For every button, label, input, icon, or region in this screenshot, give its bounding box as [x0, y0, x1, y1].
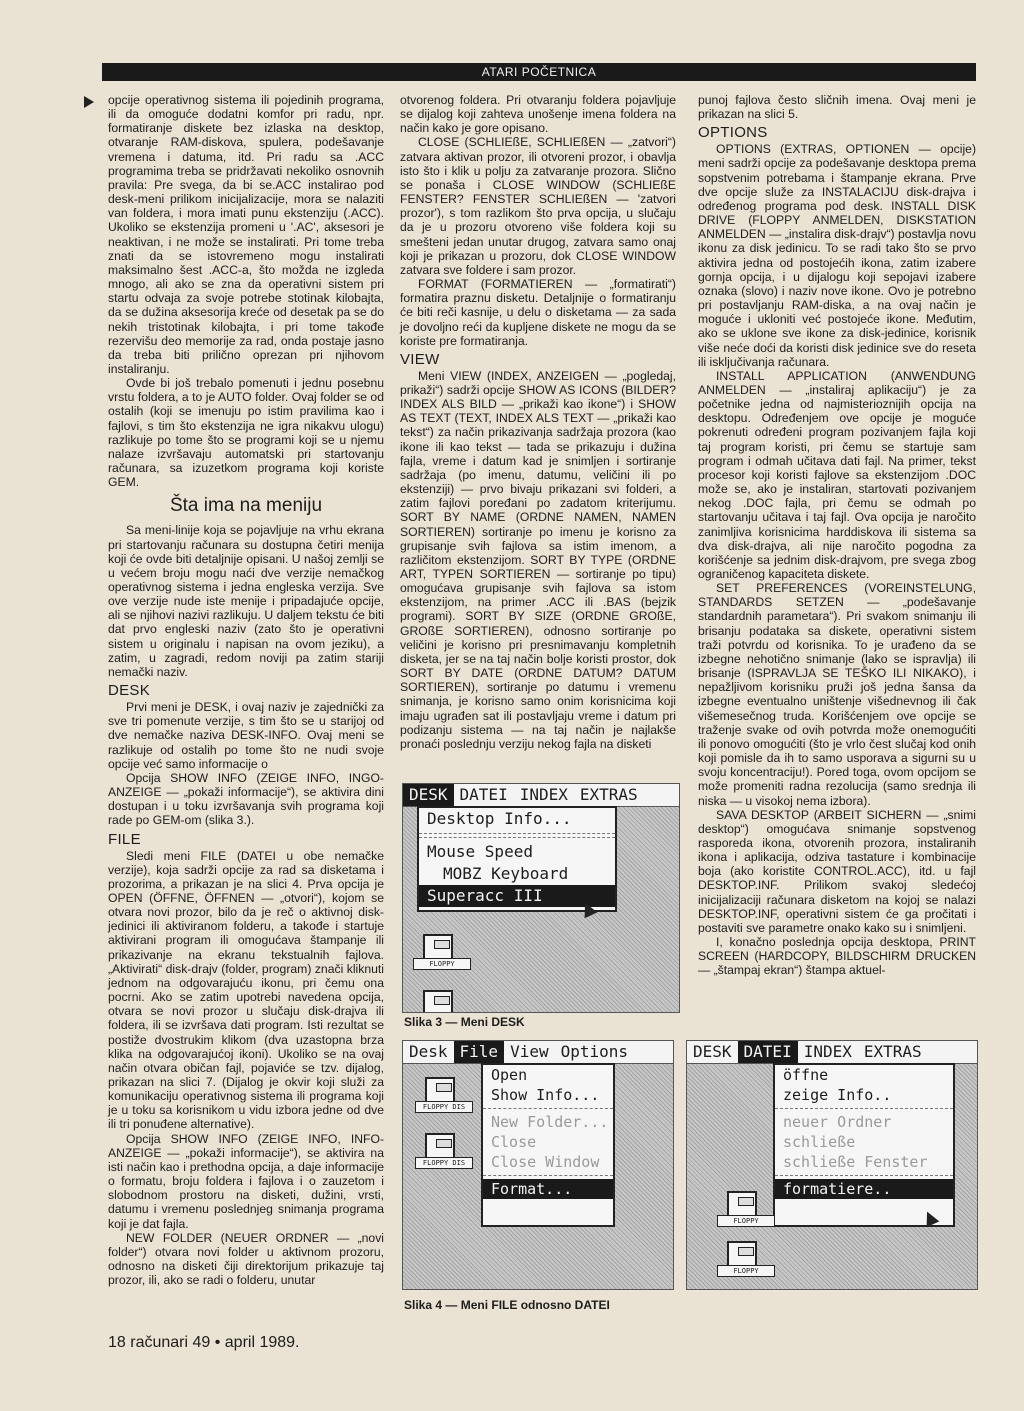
- paragraph: punoj fajlova često sličnih imena. Ovaj meni je prikazan na slici 5.: [698, 93, 976, 122]
- menu-index[interactable]: INDEX: [519, 785, 568, 804]
- page-footer: 18 računari 49 • april 1989.: [108, 1334, 300, 1351]
- menu-datei[interactable]: DATEI: [738, 1041, 798, 1063]
- figure-4b-screenshot: [686, 1040, 978, 1290]
- menu-item-format[interactable]: Format...: [483, 1179, 613, 1199]
- floppy-drive-icon[interactable]: [419, 934, 455, 968]
- menu-desk[interactable]: DESK: [693, 1042, 732, 1061]
- menu-item-mouse-speed[interactable]: Mouse Speed: [427, 842, 533, 861]
- paragraph: SAVA DESKTOP (ARBEIT SICHERN — „snimi desktop“) omogućava snimanje sopstvenog rasporeda ikona, otvorenih prozora, instaliranih ikona i aplikacija, odziva tastature i kombinacije boja (ako koristite CONTROL.ACC), itd. u fajl DESKTOP.INF. Prilikom svakoj sledećoj inicijalizaciji računara disketom na kojoj se nalazi DESKTOP.INF, operativni sistem će ga pročitati i postaviti sve parametre onako kako su i snimljeni.: [698, 807, 976, 935]
- section-heading: Šta ima na meniju: [169, 495, 323, 517]
- paragraph: SET PREFERENCES (VOREINSTELUNG, STANDARDS SETZEN — „podešavanje standardnih parametara“). Pri svakom snimanju ili brisanju podataka sa diskete, operativni sistem traži potvrdu od korisnika. To je urađeno da se izbegne nehotično snimanje (lako se ispravlja) ili brisanje (ISPRAVLJA SE TEŠKO ILI NIKAKO), i nepažljivom korisniku pruži još jedna šansa da izbegne eventualno uništenje višednevnog ili čak višemesečnog truda. Korišćenjem ove opcije se traženje svake od ovih potvrda može onemogućiti ili ponovo omogućiti (što je vrlo čest slučaj kod onih koji pomisle da ih to samo usporava a sigurni su u svoju koncentraciju!). Pored toga, ovom opcijom se može promeniti radna rezolucija (samo srednja ili niska — u visokoj nema izbora).: [698, 581, 976, 808]
- file-dropdown: [481, 1063, 615, 1227]
- paragraph: INSTALL APPLICATION (ANWENDUNG ANMELDEN — „instaliraj aplikaciju“) je za početnike jedna od najmisterioznijih opcija na desktopu. Određenjem ove opcije je moguće pokrenuti određeni program pozivanjem fajla koji taj program koristi, pri čemu se startuje sam program i odmah učitava dati fajl. Na primer, tekst procesor koji koristi fajlove sa ekstenzijom .DOC može se, ako je instaliran, startovati pozivanjem nekog .DOC fajla, pri čemu se odmah po startovanju učitava i taj fajl. Ova opcija je naročito zanimljiva korisnicima harddiskova ili sistema sa dva disk-drajva, ali nije naročito pogodna za korišćenje sa jednim disk-drajvom, pre svega zbog ograničenog kapaciteta diskete.: [698, 368, 976, 581]
- menu-bar: [403, 1041, 673, 1064]
- menu-item-offne[interactable]: öffne: [783, 1066, 829, 1084]
- menu-separator: [483, 1175, 613, 1176]
- floppy-label: FLOPPY: [413, 958, 471, 970]
- column-1: [108, 93, 384, 1287]
- menu-item-zeige-info[interactable]: zeige Info..: [783, 1086, 892, 1104]
- menu-separator: [419, 833, 615, 834]
- floppy-drive-icon[interactable]: [419, 990, 453, 1013]
- menu-desk[interactable]: DESK: [403, 784, 454, 806]
- subheading-file: FILE: [108, 830, 141, 848]
- subheading-view: VIEW: [400, 350, 440, 368]
- figure-3-screenshot: [402, 783, 680, 1013]
- floppy-label: FLOPPY DIS: [415, 1157, 473, 1169]
- paragraph: I, konačno poslednja opcija desktopa, PRINT SCREEN (HARDCOPY, BILDSCHIRM DRUCKEN — „štampaj ekran“) štampa aktuel-: [698, 935, 976, 978]
- menu-index[interactable]: INDEX: [803, 1042, 852, 1061]
- desk-dropdown: [417, 806, 617, 912]
- menu-options[interactable]: Options: [560, 1042, 629, 1061]
- paragraph: FORMAT (FORMATIEREN — „formatirati“) formatira praznu disketu. Detaljnije o formatiranju će biti reči kasnije, u delu o disketama — za sada je dovoljno reći da kupljene diskete ne mogu da se koriste pre formatiranja.: [400, 277, 676, 348]
- column-2: [400, 93, 676, 751]
- menu-file[interactable]: File: [454, 1041, 505, 1063]
- floppy-label: FLOPPY DIS: [415, 1101, 473, 1113]
- menu-view[interactable]: View: [510, 1042, 549, 1061]
- paragraph: OPTIONS (EXTRAS, OPTIONEN — opcije) meni sadrži opcije za podešavanje desktopa prema sopstvenim potrebama i štampanje ekrana. Prve dve opcije služe za INSTALACIJU disk-drajva i određenog programa pod desk. INSTALL DISK DRIVE (FLOPPY ANMELDEN, DISKSTATION ANMELDEN — „instalira disk-drajv“) postavlja novu ikonu za disk jedinicu. To se radi tako što se prvo aktivira jedna od postojećih ikona, zatim izabere gornja opcija, i u dijalogu koji sepojavi izabere oznaka (slovo) i naziv nove ikone. Ovo je potrebno pri postavljanju RAM-diska, a na ovaj način je moguće i ukloniti već postojeće ikone. Međutim, ako se uklone sve ikone za disk-jedinice, korisnik više neće doći da koristi disk jedinice sve do reseta ili isključivanja računara.: [698, 142, 976, 369]
- continuation-arrow-icon: [84, 96, 94, 108]
- menu-item-close-window[interactable]: Close Window: [491, 1153, 600, 1171]
- paragraph: Sledi meni FILE (DATEI u obe nemačke verzije), koja sadrži opcije za rad sa disketama i prozorima, a prikazan je na slici 4. Prva opcija je OPEN (ÖFFNE, ÖFFNEN — „otvori“), kojom se otvara novi prozor, bilo da je reč o aktivnoj disk-jedinici ili aktiviranom folderu, a takođe i startuje aktivirani program ili omogućava štampanje ili prikazivanje na ekranu tekstualnih fajlova. „Aktivirati“ disk-drajv (folder, program) znači kliknuti jednom na odgovarajuću ikonu, pri čemu ona pocrni. Ako se zatim upotrebi navedena opcija, otvara se novi prozor u slučaju disk-drajva ili foldera, ili se izvršava dati program. Isti rezultat se postiže dvostrukim klikom (dva uzastopna brza klika na odgovarajućoj ikoni). Ukoliko se na ovaj način otvara običan fajl, pojaviće se tzv. dijalog, prikazan na slici 7. (Dijalog je okvir koji služi za komunikaciju operativnog sistema ili programa koji je u toku sa korisnikom u vidu izbora jedne od dve ili tri ponuđene alternative).: [108, 848, 384, 1132]
- floppy-drive-icon[interactable]: [421, 1133, 466, 1167]
- menu-item-schliesse[interactable]: schließe: [783, 1133, 856, 1151]
- menu-separator: [483, 1108, 613, 1109]
- menu-item-desktop-info[interactable]: Desktop Info...: [427, 809, 572, 828]
- menu-item-open[interactable]: Open: [491, 1066, 528, 1084]
- menu-item-neuer-ordner[interactable]: neuer Ordner: [783, 1113, 892, 1131]
- menu-item-new-folder[interactable]: New Folder...: [491, 1113, 609, 1131]
- floppy-label: FLOPPY: [717, 1215, 775, 1227]
- menu-item-schliesse-fenster[interactable]: schließe Fenster: [783, 1153, 928, 1171]
- menu-item-show-info[interactable]: Show Info...: [491, 1086, 600, 1104]
- figure-4a-screenshot: [402, 1040, 674, 1290]
- paragraph: Meni VIEW (INDEX, ANZEIGEN — „pogledaj, prikaži“) sadrži opcije SHOW AS ICONS (BILDER? INDEX ALS BILD — „prikaži kao ikone“) i SHOW AS TEXT (TEXT, INDEX ALS TEXT — „prikaži kao tekst“) za način prikazivanja sadržaja prozora (kao ikone ili kao tekst — tada se prikazuju i dužina fajla, vreme i datum kad je snimljen i sortiranje sadržaja (po imenu, datumu, veličini ili po ekstenziji) — prvo bivaju prikazani svi folderi, a zatim fajlovi poređani po zadatom kriterijumu. SORT BY NAME (ORDNE NAMEN, NAMEN SORTIEREN) sortiranje po imenu je korisno za grupisanje svih fajlova sa istim imenom, a različitom ekstenzijom. SORT BY TYPE (ORDNE ART, TYPEN SORTIEREN — sortiranje po tipu) omogućava grupisanje svih fajlova sa istom ekstenzijom, na primer .ACC ili .BAS (bejzik programi). SORT BY SIZE (ORDNE GROßE, GROßE SORTIEREN), odnosno sortiranje po veličini je korisno pri presnimavanju kompletnih disketa, jer se na taj način bolje koristi prostor, dok SORT BY DATE (ORDNE DATUM? DATUM SORTIEREN), sortiranje po datumu i vremenu snimanja, je korisno samo onim korisnicima koji imaju ugrađen sat ili postavljaju vreme i datum pri podizanju sistema — na taj način je najlakše pronaći poslednju verziju nekog fajla na disketi: [400, 368, 676, 751]
- paragraph: Opcija SHOW INFO (ZEIGE INFO, INGO-ANZEIGE — „pokaži informacije“), se aktivira dini dostupan i u toku izvršavanja svih programa koji rade po GEM-om (slika 3.).: [108, 770, 384, 828]
- paragraph: otvorenog foldera. Pri otvaranju foldera pojavljuje se dijalog koji zahteva unošenje imena foldera na način kako je gore opisano.: [400, 93, 676, 136]
- menu-extras[interactable]: EXTRAS: [863, 1042, 922, 1061]
- paragraph: Ovde bi još trebalo pomenuti i jednu posebnu vrstu foldera, a to je AUTO folder. Ovaj folder se od ostalih (koji se imenuju po istim pravilima kao i fajlovi, s tim što ekstenzija ne igra nikakvu ulogu) razlikuje po tome što se programi koji se u njemu nalaze izvršavaju automatski pri startovanju računara, sa izuzetkom programa koji koriste GEM.: [108, 376, 384, 490]
- subheading-options: OPTIONS: [698, 124, 768, 142]
- figure-3-caption: Slika 3 — Meni DESK: [404, 1015, 525, 1029]
- floppy-label: FLOPPY: [717, 1265, 775, 1277]
- paragraph: NEW FOLDER (NEUER ORDNER — „novi folder“) otvara novi folder u aktivnom prozoru, odnosno na disketi čiji direktorijum prikazuje taj prozor, ili, ako se radi o folderu, unutar: [108, 1230, 384, 1288]
- column-3: [698, 93, 976, 978]
- menu-separator: [775, 1108, 953, 1109]
- menu-separator: [419, 837, 615, 838]
- menu-desk[interactable]: Desk: [409, 1042, 448, 1061]
- floppy-drive-icon[interactable]: [723, 1191, 759, 1225]
- paragraph: Prvi meni je DESK, i ovaj naziv je zajednički za sve tri pomenute verzije, s tim što se u starijoj od dve nemačke naziva DESK-INFO. Ovaj meni se razlikuje od ostalih po tome što ne nudi svoje opcije već samo informacije o: [108, 700, 384, 771]
- paragraph: Sa meni-linije koja se pojavljuje na vrhu ekrana pri startovanju računara su dostupna četiri menija koji će ovde biti detaljnije opisani. U našoj zemlji se u većem broju mogu naći dve verzije nemačkog operativnog sistema i jedna engleska verzija. Sve ove verzije nude iste menije i pripadajuće opcije, ali se njihovi nazivi razlikuju. U daljem tekstu će biti dat prvo engleski naziv (zato što je operativni sistem u originalu i napisan na ovom jeziku), a zatim, u zagradi, redom noviji pa zatim stariji nemački naziv.: [108, 523, 384, 679]
- menu-datei[interactable]: DATEI: [459, 785, 508, 804]
- menu-separator: [775, 1175, 953, 1176]
- menu-item-mobz-keyboard[interactable]: MOBZ Keyboard: [443, 864, 569, 883]
- floppy-drive-icon[interactable]: [421, 1077, 466, 1111]
- datei-dropdown: [773, 1063, 955, 1227]
- paragraph: CLOSE (SCHLIEßE, SCHLIEßEN — „zatvori“) zatvara aktivan prozor, ili otvoreni prozor, i obavlja isto što i klik u polju za zatvaranje prozora. Slično se ponaša i CLOSE WINDOW (SCHLIEßE FENSTER? FENSTER SCHLIEßEN — 'zatvori prozor'), s tom razlikom što prva opcija, u slučaju da je u prozoru otvoreno više foldera koji su smešteni jedan unutar drugog, zatvara samo onaj koji je prikazan u prozoru, dok CLOSE WINDOW zatvara sve foldere i sam prozor.: [400, 135, 676, 277]
- paragraph: opcije operativnog sistema ili pojedinih programa, ili da omoguće dodatni komfor pri radu, npr. formatiranje diskete bez izlaska na desktop, otvaranje RAM-diskova, spulera, podešavanje vremena i datuma, itd. Pri radu sa .ACC programima treba se pridržavati nekoliko osnovnih pravila: Pre svega, da bi se.ACC instalirao pod desk-meni prilikom inicijalizacije, mora se nalaziti van foldera, i mora imati punu ekstenziju (.ACC). Ukoliko se ekstenzija promeni u '.AC', aksesori je neaktivan, i ne može se instalirati. Pri tome treba znati da se istovremeno mogu instalirati maksimalno šest .ACC-a, što možda ne izgleda mnogo, ali ako se zna da operativni sistem pri startu odvaja za svoje potrebe stotinak kilobajta, da se dužina aksesorija kreće od desetak pa se do nekih tristotinak kilobajta, i pri tome takođe rezervišu deo memorije za rad, onda postaje jasno da treba biti prilično oprezan pri njihovom instaliranju.: [108, 93, 384, 376]
- menu-item-close[interactable]: Close: [491, 1133, 537, 1151]
- figure-4-caption: Slika 4 — Meni FILE odnosno DATEI: [404, 1298, 610, 1312]
- menu-bar: [687, 1041, 977, 1064]
- floppy-drive-icon[interactable]: [723, 1241, 759, 1275]
- menu-item-superacc[interactable]: Superacc III: [419, 885, 615, 907]
- menu-bar: [403, 784, 679, 807]
- menu-extras[interactable]: EXTRAS: [579, 785, 638, 804]
- menu-item-formatiere[interactable]: formatiere..: [775, 1179, 953, 1199]
- paragraph: Opcija SHOW INFO (ZEIGE INFO, INFO-ANZEIGE — „pokaži informacije“), se aktivira na isti način kao i prethodna opcija, a daje informacije o formatu, broju foldera i fajlova i o zauzetom i slobodnom prostoru na disketi, dužini, vrsti, datumu i vremenu poslednjeg snimanja programa koji je dat fajla.: [108, 1131, 384, 1231]
- section-header: ATARI POČETNICA: [102, 63, 976, 81]
- subheading-desk: DESK: [108, 682, 151, 700]
